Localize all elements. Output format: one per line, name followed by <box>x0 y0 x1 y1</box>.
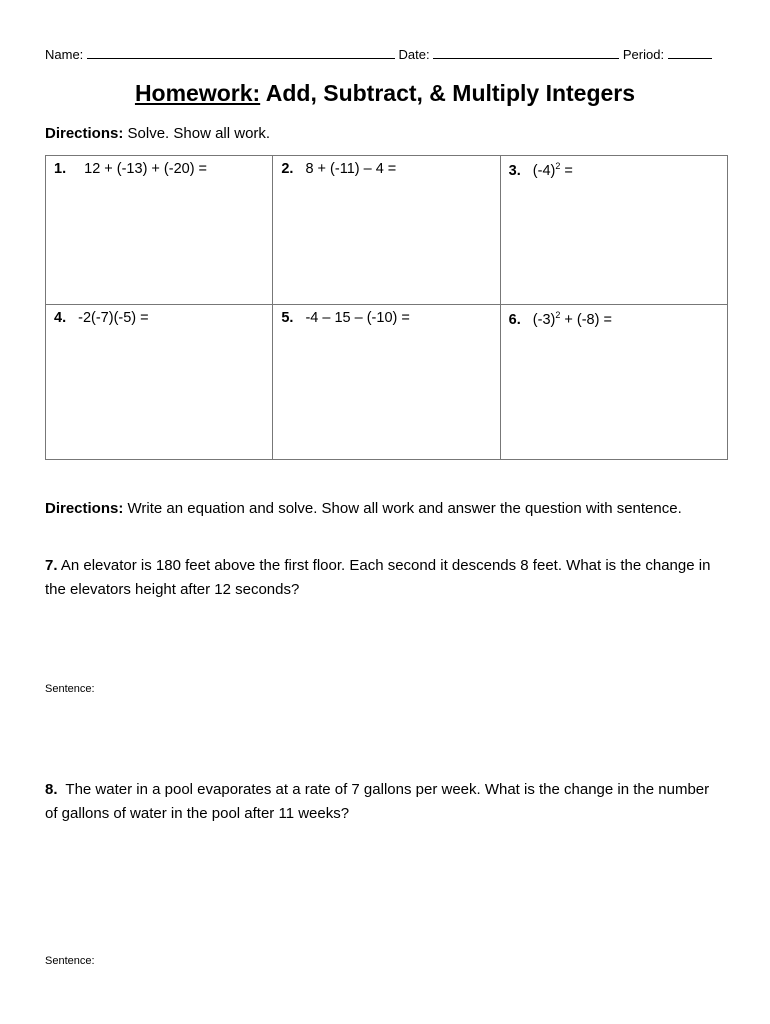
page-title <box>0 80 770 107</box>
exponent: 2 <box>555 310 561 320</box>
problem-expression: -2(-7)(-5) = <box>78 310 149 326</box>
problem-expression: 12 + (-13) + (-20) = <box>84 161 208 177</box>
word-problem-7 <box>45 554 725 602</box>
problem-text: An elevator is 180 feet above the first floor. Each second it descends 8 feet. What is the change in the elevators height after 12 seconds? <box>45 557 711 598</box>
sentence-label-7: Sentence: <box>45 683 95 695</box>
problem-text: The water in a pool evaporates at a rate of 7 gallons per week. What is the change in the number of gallons of water in the pool after 11 weeks? <box>45 781 710 822</box>
problem-number: 6. <box>508 311 521 328</box>
problem-grid <box>45 155 728 460</box>
directions-label: Directions: <box>45 500 124 517</box>
problem-expression-tail: + (-8) = <box>560 311 612 328</box>
problem-cell-1[interactable] <box>46 156 273 305</box>
name-blank[interactable] <box>87 46 395 59</box>
problem-number: 7. <box>45 557 58 574</box>
problem-number: 2. <box>281 161 294 177</box>
date-label: Date: <box>398 47 430 62</box>
problem-expression: 8 + (-11) – 4 = <box>305 161 397 177</box>
period-label: Period: <box>622 47 665 62</box>
problem-number: 3. <box>508 162 521 179</box>
header-line <box>45 46 725 62</box>
problem-cell-3[interactable] <box>500 156 727 305</box>
problem-cell-5[interactable] <box>273 305 500 460</box>
problem-number: 8. <box>45 781 58 798</box>
problem-expression-base: (-4) <box>532 162 556 179</box>
directions-label: Directions: <box>45 125 124 142</box>
period-blank[interactable] <box>668 46 712 59</box>
problem-cell-6[interactable] <box>500 305 727 460</box>
problem-number: 1. <box>54 161 67 177</box>
exponent: 2 <box>555 161 561 171</box>
problem-expression-base: (-3) <box>532 311 556 328</box>
word-problem-8 <box>45 778 725 826</box>
title-rest: Add, Subtract, & Multiply Integers <box>265 80 636 106</box>
problem-expression: -4 – 15 – (-10) = <box>305 310 410 326</box>
sentence-label-8: Sentence: <box>45 955 95 967</box>
directions-solve <box>45 122 725 145</box>
title-prefix: Homework: <box>134 80 261 106</box>
directions-word-problems <box>45 497 725 520</box>
problem-cell-2[interactable] <box>273 156 500 305</box>
problem-cell-4[interactable] <box>46 305 273 460</box>
name-label: Name: <box>45 47 84 62</box>
problem-number: 5. <box>281 310 294 326</box>
directions-text: Solve. Show all work. <box>127 125 271 142</box>
problem-number: 4. <box>54 310 67 326</box>
problem-expression-tail: = <box>560 162 573 179</box>
date-blank[interactable] <box>433 46 619 59</box>
directions-text: Write an equation and solve. Show all work and answer the question with sentence. <box>127 500 682 517</box>
